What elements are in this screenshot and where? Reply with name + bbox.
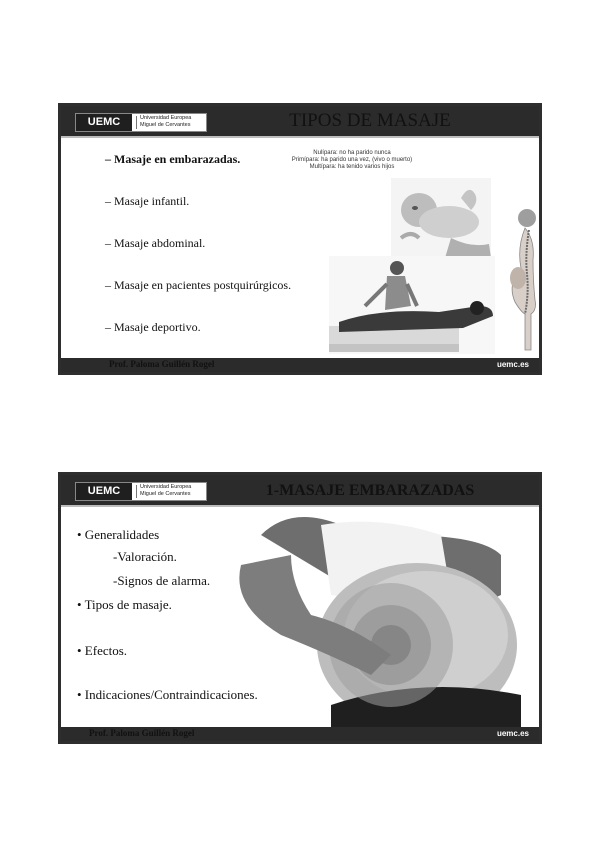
note-line: Primípara: ha parido una vez, (vivo o muerto) <box>291 157 413 163</box>
footer-url: uemc.es <box>496 360 529 369</box>
uemc-logo <box>75 113 207 132</box>
slide-footer <box>61 727 539 741</box>
logo-mark: UEMC <box>76 114 132 131</box>
logo-divider <box>136 116 137 129</box>
logo-divider <box>136 485 137 498</box>
list-item: – Masaje deportivo. <box>105 320 201 334</box>
author-name: Prof. Paloma Guillén Rogel <box>89 728 195 738</box>
note-line: Multípara: ha tenido varios hijos <box>309 164 395 170</box>
bullet-item: • Indicaciones/Contraindicaciones. <box>77 687 258 702</box>
slide-header <box>61 475 539 507</box>
uemc-logo <box>75 482 207 501</box>
slide-masaje-embarazadas <box>58 472 542 744</box>
slide-header <box>61 106 539 138</box>
footer-url: uemc.es <box>496 729 529 738</box>
list-item: – Masaje abdominal. <box>105 236 206 250</box>
slide-body <box>61 475 539 741</box>
logo-line-1: Universidad Europea <box>140 484 192 490</box>
list-item: – Masaje infantil. <box>105 194 190 208</box>
pregnancy-spine-illustration <box>499 206 539 354</box>
bullet-subitem: -Signos de alarma. <box>113 573 211 588</box>
logo-line-2: Miguel de Cervantes <box>140 491 191 497</box>
bullet-subitem: -Valoración. <box>113 549 177 564</box>
slide-title: TIPOS DE MASAJE <box>289 110 451 131</box>
logo-mark: UEMC <box>76 483 132 500</box>
slide-tipos-de-masaje <box>58 103 542 375</box>
bullet-item: • Tipos de masaje. <box>77 597 172 612</box>
note-line: Nulípara: no ha parido nunca <box>313 150 391 156</box>
author-name: Prof. Paloma Guillén Rogel <box>109 359 215 369</box>
logo-subtitle <box>140 484 191 498</box>
logo-subtitle <box>140 115 191 129</box>
baby-massage-photo <box>391 178 491 258</box>
logo-line-2: Miguel de Cervantes <box>140 122 191 128</box>
slide-title: 1-MASAJE EMBARAZADAS <box>265 482 475 499</box>
logo-line-1: Universidad Europea <box>140 115 192 121</box>
bullet-item: • Efectos. <box>77 643 128 658</box>
definitions-note <box>277 150 427 171</box>
list-item: – Masaje en pacientes postquirúrgicos. <box>105 278 292 292</box>
slide-body <box>61 106 539 372</box>
slide-footer <box>61 358 539 372</box>
bullet-item: • Generalidades <box>77 527 160 542</box>
pregnant-woman-photo <box>221 505 539 727</box>
massage-therapy-photo <box>329 256 495 354</box>
list-item: – Masaje en embarazadas. <box>105 152 241 166</box>
